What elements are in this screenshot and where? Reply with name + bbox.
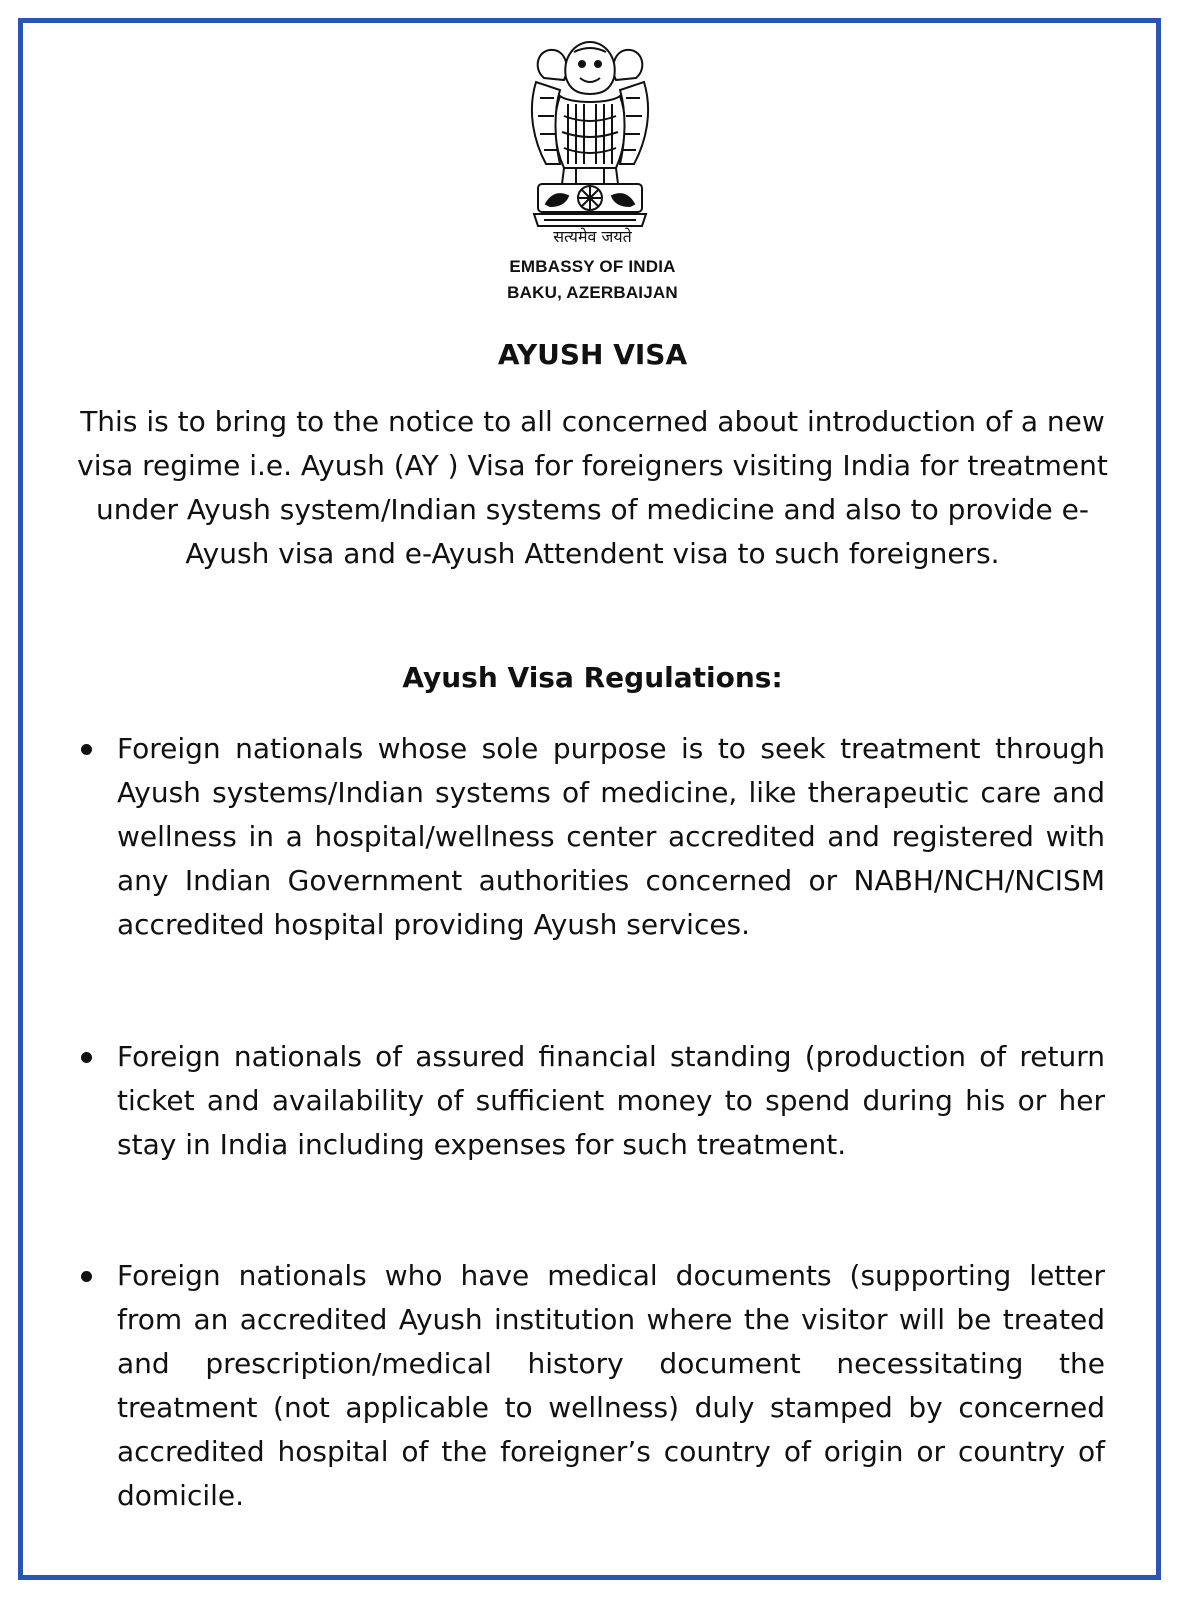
bullet-icon (81, 1052, 92, 1063)
regulation-text: Foreign nationals whose sole purpose is to seek treatment through Ayush systems/Indian systems of medicine, like therapeutic care and wellness in a hospital/wellness center accredited and registered with any Indian Government authorities concerned or NABH/NCH/NCISM accredited hospital providing Ayush services. (117, 732, 1105, 941)
emblem-motto: सत्यमेव जयते (553, 227, 632, 246)
embassy-name: EMBASSY OF INDIA (509, 257, 676, 276)
embassy-location: BAKU, AZERBAIJAN (507, 283, 678, 302)
notice-title: AYUSH VISA (497, 338, 688, 371)
notice-intro-paragraph: This is to bring to the notice to all concerned about introduction of a new visa regime i.e. Ayush (AY ) Visa for foreigners visiting India for treatment under Ayush system/Indian systems of medicine and also to provide e-Ayush visa and e-Ayush Attendent visa to such foreigners. (77, 405, 1108, 570)
regulation-text: Foreign nationals of assured financial standing (production of return ticket and availability of sufficient money to spend during his or her stay in India including expenses for such treatment. (117, 1040, 1105, 1161)
regulation-text: Foreign nationals who have medical documents (supporting letter from an accredited Ayush institution where the visitor will be treated and prescription/medical history document necessitating the treatment (not applicable to wellness) duly stamped by concerned accredited hospital of the foreigner’s country of origin or country of domicile. (117, 1259, 1105, 1512)
bullet-icon (81, 744, 92, 755)
regulations-heading: Ayush Visa Regulations: (402, 661, 783, 694)
national-emblem-lion-capital-icon (524, 38, 656, 230)
bullet-icon (81, 1271, 92, 1282)
